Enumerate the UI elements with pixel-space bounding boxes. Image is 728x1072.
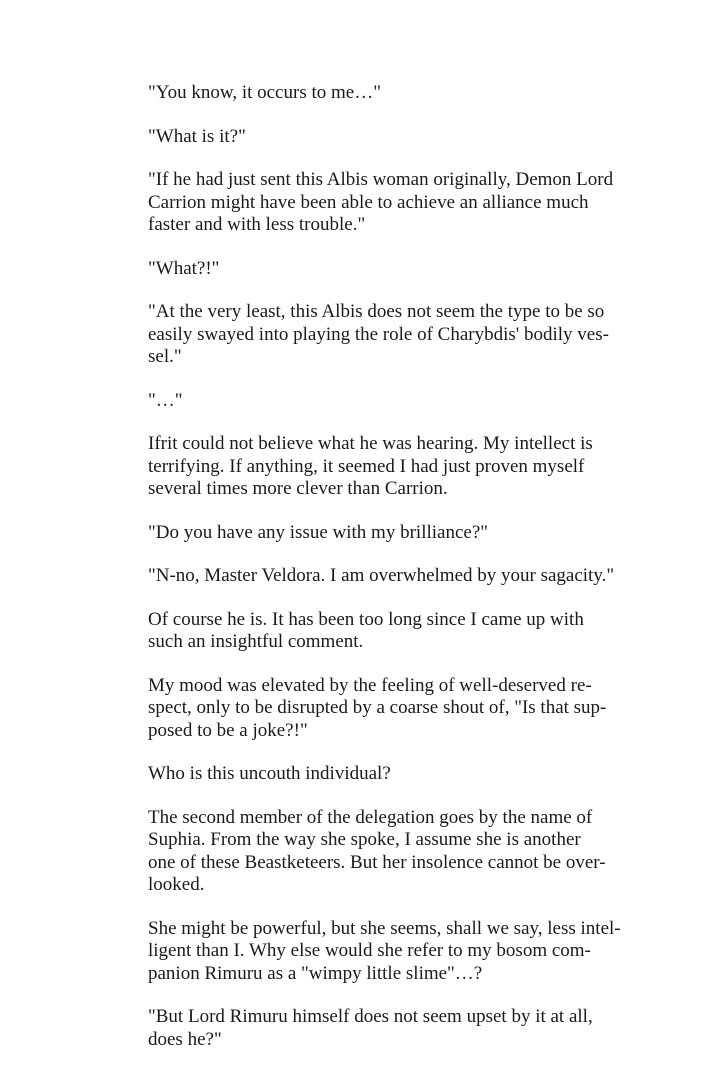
text-line: looked. <box>148 874 205 895</box>
text-line: spect, only to be disrupted by a coarse shout of, "Is that sup- <box>148 697 607 718</box>
paragraph <box>148 917 621 986</box>
paragraph <box>148 609 588 654</box>
text-line: Suphia. From the way she spoke, I assume she is another <box>148 829 581 850</box>
text-line: Who is this uncouth individual? <box>148 763 391 784</box>
text-line: such an insightful comment. <box>148 631 364 652</box>
text-line: My mood was elevated by the feeling of well-deserved re- <box>148 674 592 696</box>
paragraph <box>148 674 607 743</box>
text-line: Of course he is. It has been too long since I came up with <box>148 608 584 630</box>
paragraph <box>148 565 615 588</box>
body-text <box>148 82 621 1072</box>
text-line: "Do you have any issue with my brilliance?" <box>148 521 489 543</box>
text-line: Ifrit could not believe what he was hearing. My intellect is <box>148 433 593 454</box>
text-line: She might be powerful, but she seems, shall we say, less intel- <box>148 917 621 939</box>
text-line: "But Lord Rimuru himself does not seem upset by it at all, <box>148 1006 593 1027</box>
text-line: terrifying. If anything, it seemed I had just proven myself <box>148 455 585 477</box>
text-line: sel." <box>148 346 182 367</box>
text-line: "What is it?" <box>148 125 246 147</box>
text-line: "N-no, Master Veldora. I am overwhelmed by your sagacity." <box>148 565 615 586</box>
text-line: ligent than I. Why else would she refer to my bosom com- <box>148 940 591 961</box>
paragraph <box>148 1006 593 1051</box>
paragraph <box>148 433 593 501</box>
text-line: "…" <box>148 389 183 411</box>
text-line: one of these Beastketeers. But her insolence cannot be over- <box>148 851 606 873</box>
text-line: faster and with less trouble." <box>148 214 366 235</box>
paragraph <box>148 126 588 149</box>
paragraph <box>148 301 609 369</box>
text-line: "If he had just sent this Albis woman originally, Demon Lord <box>148 169 614 190</box>
paragraph <box>148 763 588 786</box>
text-line: "At the very least, this Albis does not seem the type to be so <box>148 301 605 322</box>
text-line: posed to be a joke?!" <box>148 719 308 741</box>
text-line: panion Rimuru as a "wimpy little slime"…? <box>148 962 483 984</box>
paragraph <box>148 258 588 281</box>
paragraph <box>148 806 606 897</box>
paragraph <box>148 82 588 105</box>
paragraph <box>148 522 588 545</box>
text-line: easily swayed into playing the role of Charybdis' bodily ves- <box>148 323 609 345</box>
text-line: The second member of the delegation goes by the name of <box>148 806 593 828</box>
text-line: "You know, it occurs to me…" <box>148 82 381 103</box>
text-line: several times more clever than Carrion. <box>148 478 448 499</box>
paragraph <box>148 390 588 413</box>
text-line: Carrion might have been able to achieve an alliance much <box>148 191 589 213</box>
text-line: does he?" <box>148 1028 222 1050</box>
text-line: "What?!" <box>148 257 220 279</box>
paragraph <box>148 169 614 237</box>
